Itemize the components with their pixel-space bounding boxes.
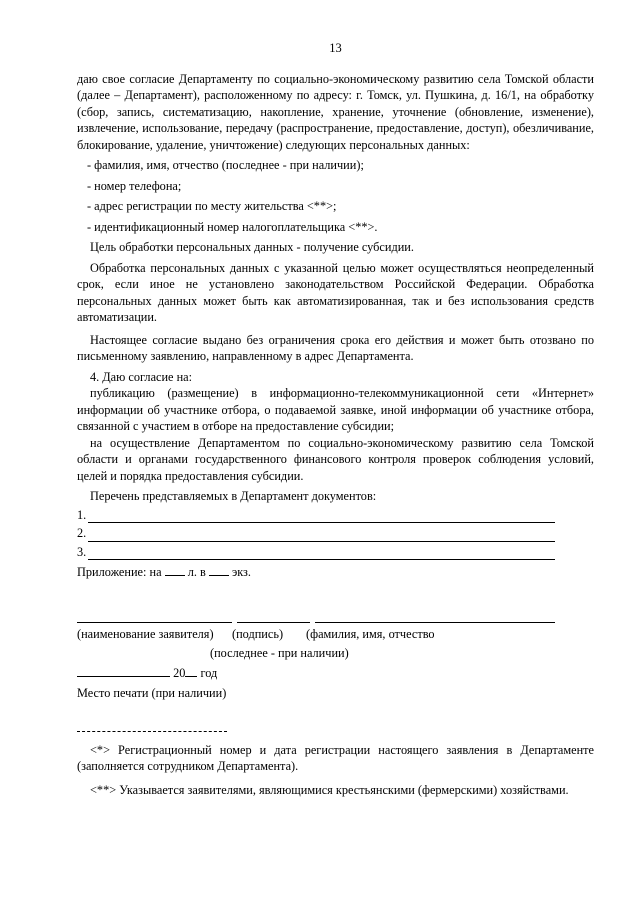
personal-data-list [77,157,594,235]
appendix-copies-field[interactable] [209,564,229,576]
publication-consent: публикацию (размещение) в информационно-телекоммуникационной сети «Интернет» информации об участнике отбора, о подаваемой заявке, иной информации об участнике отбора, связанной с участием в отборе на предоставление субсидии; [77,386,594,433]
appendix-prefix: Приложение: на [77,565,162,579]
fio-field[interactable] [315,621,555,623]
list-item: - фамилия, имя, отчество (последнее - при наличии); [87,158,364,172]
document-line-field[interactable] [88,510,555,523]
document-line-field[interactable] [88,547,555,560]
applicant-name-field[interactable] [77,621,232,623]
date-field[interactable] [77,665,170,677]
consent-intro: даю свое согласие Департаменту по социально-экономическому развитию села Томской области (далее – Департамент), расположенному по адресу: г. Томск, ул. Пушкина, д. 16/1, на обработку (сбор, запись, систематизацию, накопление, хранение, уточнение (обновление, изменение), извлечение, использование, передачу (распространение, предоставление, доступ), обезличивание, блокирование, удаление, уничтожение) следующих персональных данных: [77,71,594,152]
document-line-3[interactable] [77,544,555,561]
list-item: - идентификационный номер налогоплательщика <**>. [87,219,378,234]
document-line-2[interactable] [77,525,555,542]
footnote-1: <*> Регистрационный номер и дата регистрации настоящего заявления в Департаменте (заполняется сотрудником Департамента). [77,742,594,773]
section-4-heading: 4. Даю согласие на: [90,369,193,384]
document-page [77,40,594,798]
page-number: 13 [329,41,342,55]
year-field[interactable] [185,665,197,677]
document-line-number: 2. [77,526,87,540]
document-line-1[interactable] [77,507,555,524]
document-line-number: 1. [77,507,87,522]
appendix-pages-field[interactable] [165,564,185,576]
signature-labels [77,626,594,643]
processing-purpose: Цель обработки персональных данных - получение субсидии. [90,240,414,254]
date-line [77,665,594,682]
year-suffix: год [200,665,218,680]
consent-validity: Настоящее согласие выдано без ограничения срока его действия и может быть отозвано по письменному заявлению, направленному в адрес Департамента. [77,332,594,363]
appendix-suffix: экз. [231,565,251,579]
footnote-separator [77,730,227,732]
seal-place: Место печати (при наличии) [77,686,227,700]
appendix-line [77,564,594,581]
signature-lines [77,607,594,623]
year-prefix: 20 [173,665,186,680]
processing-terms: Обработка персональных данных с указанной целью может осуществляться неопределенный срок, если иное не установлено законодательством Российской Федерации. Обработка персональных данных может быть как автоматизированная, так и без использования средств автоматизации. [77,260,594,324]
signature-field[interactable] [237,621,310,623]
documents-heading: Перечень представляемых в Департамент документов: [90,489,377,503]
fio-label: (фамилия, имя, отчество [306,626,435,641]
sign-label: (подпись) [232,626,284,641]
signature-sublabel-row [77,645,594,662]
document-line-field[interactable] [88,529,555,542]
list-item: - адрес регистрации по месту жительства <**>; [87,199,337,213]
appendix-middle: л. в [187,565,206,579]
document-line-number: 3. [77,544,87,559]
inspection-consent: на осуществление Департаментом по социально-экономическому развитию села Томской области и органами государственного финансового контроля проверок соблюдения условий, целей и порядка предоставления субсидии. [77,435,594,483]
fio-sublabel: (последнее - при наличии) [210,645,349,660]
applicant-label: (наименование заявителя) [77,626,214,641]
footnote-2: <**> Указывается заявителями, являющимися крестьянскими (фермерскими) хозяйствами. [90,782,569,797]
list-item: - номер телефона; [87,178,182,193]
